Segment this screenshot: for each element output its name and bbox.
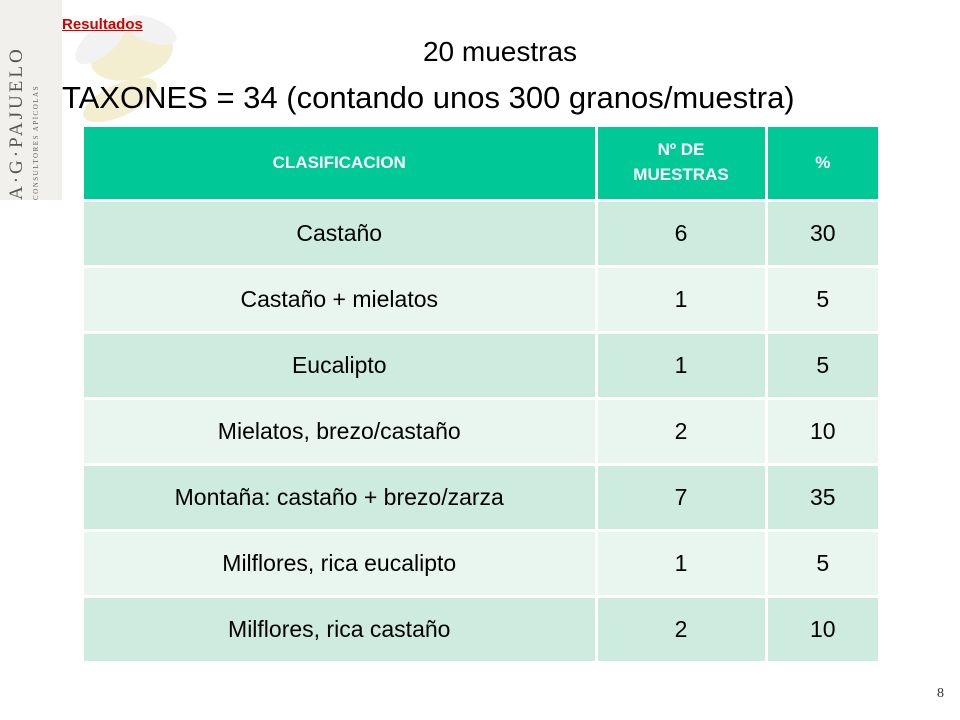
cell-classification: Montaña: castaño + brezo/zarza xyxy=(84,465,596,531)
cell-samples: 1 xyxy=(596,267,766,333)
cell-percent: 5 xyxy=(766,531,878,597)
cell-classification: Eucalipto xyxy=(84,333,596,399)
cell-percent: 35 xyxy=(766,465,878,531)
cell-samples: 1 xyxy=(596,531,766,597)
logo-name: A·G·PAJUELO xyxy=(6,46,27,200)
table-header xyxy=(84,127,878,201)
table-row xyxy=(84,399,878,465)
header-samples-line2: MUESTRAS xyxy=(633,165,729,184)
page-number: 8 xyxy=(937,686,944,701)
table-row xyxy=(84,597,878,662)
cell-classification: Milflores, rica castaño xyxy=(84,597,596,662)
cell-percent: 30 xyxy=(766,201,878,267)
table-body xyxy=(84,201,878,662)
cell-samples: 2 xyxy=(596,597,766,662)
table-row xyxy=(84,201,878,267)
header-samples-line1: Nº DE xyxy=(657,140,705,160)
cell-classification: Milflores, rica eucalipto xyxy=(84,531,596,597)
cell-classification: Mielatos, brezo/castaño xyxy=(84,399,596,465)
cell-classification: Castaño + mielatos xyxy=(84,267,596,333)
logo-tagline: CONSULTORES APÍCOLAS xyxy=(32,85,40,200)
header-samples xyxy=(596,127,766,201)
header-percent: % xyxy=(766,127,878,201)
cell-samples: 6 xyxy=(596,201,766,267)
cell-samples: 7 xyxy=(596,465,766,531)
slide-title: 20 muestras xyxy=(422,36,578,67)
table-row xyxy=(84,333,878,399)
section-link-resultados[interactable]: Resultados xyxy=(62,16,143,33)
cell-samples: 2 xyxy=(596,399,766,465)
cell-percent: 10 xyxy=(766,399,878,465)
cell-percent: 5 xyxy=(766,267,878,333)
table-row xyxy=(84,267,878,333)
header-row xyxy=(84,127,878,201)
cell-classification: Castaño xyxy=(84,201,596,267)
cell-samples: 1 xyxy=(596,333,766,399)
table-row xyxy=(84,531,878,597)
cell-percent: 10 xyxy=(766,597,878,662)
cell-percent: 5 xyxy=(766,333,878,399)
table-row xyxy=(84,465,878,531)
classification-table xyxy=(84,127,878,661)
header-classification: CLASIFICACION xyxy=(84,127,596,201)
slide-subtitle: TAXONES = 34 (contando unos 300 granos/muestra) xyxy=(62,80,795,115)
